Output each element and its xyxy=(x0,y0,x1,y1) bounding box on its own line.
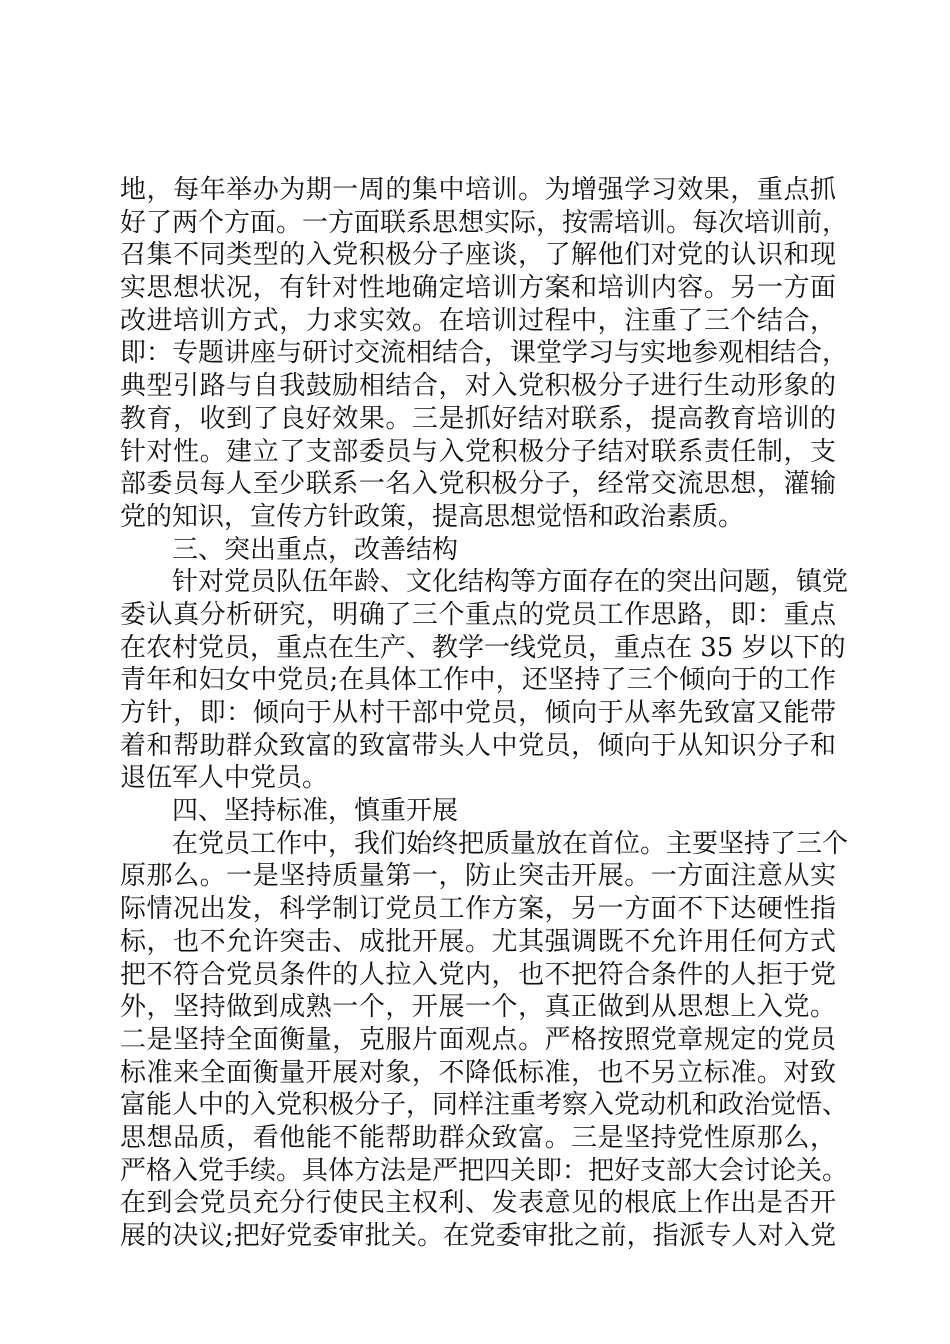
text-line: 好了两个方面。一方面联系思想实际，按需培训。每次培训前， xyxy=(120,207,849,238)
text-line: 地，每年举办为期一周的集中培训。为增强学习效果，重点抓 xyxy=(120,175,836,205)
text-line: 党的知识，宣传方针政策，提高思想觉悟和政治素质。 xyxy=(120,501,745,532)
text-line: 青年和妇女中党员;在具体工作中，还坚持了三个倾向于的工作 xyxy=(120,665,836,696)
paragraph-standards xyxy=(120,828,849,1253)
text-line: 教育，收到了良好效果。三是抓好结对联系，提高教育培训的 xyxy=(120,403,836,434)
text-line: 部委员每人至少联系一名入党积极分子，经常交流思想，灌输 xyxy=(120,469,836,500)
text-line: 典型引路与自我鼓励相结合，对入党积极分子进行生动形象的 xyxy=(120,371,836,402)
text-line: 严格入党手续。具体方法是严把四关即：把好支部大会讨论关。 xyxy=(120,1155,849,1186)
text-line: 委认真分析研究，明确了三个重点的党员工作思路，即：重点 xyxy=(120,599,836,630)
text-line: 富能人中的入党积极分子，同样注重考察入党动机和政治觉悟、 xyxy=(120,1090,849,1121)
text-line: 针对性。建立了支部委员与入党积极分子结对联系责任制，支 xyxy=(120,436,836,467)
text-line: 退伍军人中党员。 xyxy=(120,763,329,794)
text-line: 在农村党员，重点在生产、教学一线党员，重点在 35 岁以下的 xyxy=(120,632,846,663)
text-line: 二是坚持全面衡量，克服片面观点。严格按照党章规定的党员 xyxy=(120,1024,836,1055)
text-line: 在党员工作中，我们始终把质量放在首位。主要坚持了三个 xyxy=(172,828,849,859)
section-heading-4: 四、坚持标准，慎重开展 xyxy=(172,796,459,827)
text-line: 在到会党员充分行使民主权利、发表意见的根底上作出是否开 xyxy=(120,1188,836,1219)
section-heading-3: 三、突出重点，改善结构 xyxy=(172,534,459,565)
text-line: 外，坚持做到成熟一个，开展一个，真正做到从思想上入党。 xyxy=(120,992,836,1023)
paragraph-training xyxy=(120,174,849,534)
text-line: 改进培训方式，力求实效。在培训过程中，注重了三个结合， xyxy=(120,305,836,336)
text-line: 际情况出发，科学制订党员工作方案，另一方面不下达硬性指 xyxy=(120,894,836,925)
text-line: 即：专题讲座与研讨交流相结合，课堂学习与实地参观相结合， xyxy=(120,338,849,369)
text-line: 标准来全面衡量开展对象，不降低标准，也不另立标准。对致 xyxy=(120,1057,836,1088)
paragraph-structure xyxy=(120,566,849,795)
text-line: 实思想状况，有针对性地确定培训方案和培训内容。另一方面 xyxy=(120,273,836,304)
text-line: 把不符合党员条件的人拉入党内，也不把符合条件的人拒于党 xyxy=(120,959,836,990)
text-line: 针对党员队伍年龄、文化结构等方面存在的突出问题，镇党 xyxy=(172,567,849,598)
text-line: 原那么。一是坚持质量第一，防止突击开展。一方面注意从实 xyxy=(120,861,836,892)
text-line: 展的决议;把好党委审批关。在党委审批之前，指派专人对入党 xyxy=(120,1221,836,1251)
text-line: 标，也不允许突击、成批开展。尤其强调既不允许用任何方式 xyxy=(120,926,836,957)
text-line: 方针，即：倾向于从村干部中党员，倾向于从率先致富又能带 xyxy=(120,698,836,728)
text-line: 思想品质，看他能不能帮助群众致富。三是坚持党性原那么， xyxy=(120,1122,836,1153)
text-line: 着和帮助群众致富的致富带头人中党员，倾向于从知识分子和 xyxy=(120,730,836,761)
text-line: 召集不同类型的入党积极分子座谈，了解他们对党的认识和现 xyxy=(120,240,836,271)
document-body xyxy=(120,174,849,1253)
